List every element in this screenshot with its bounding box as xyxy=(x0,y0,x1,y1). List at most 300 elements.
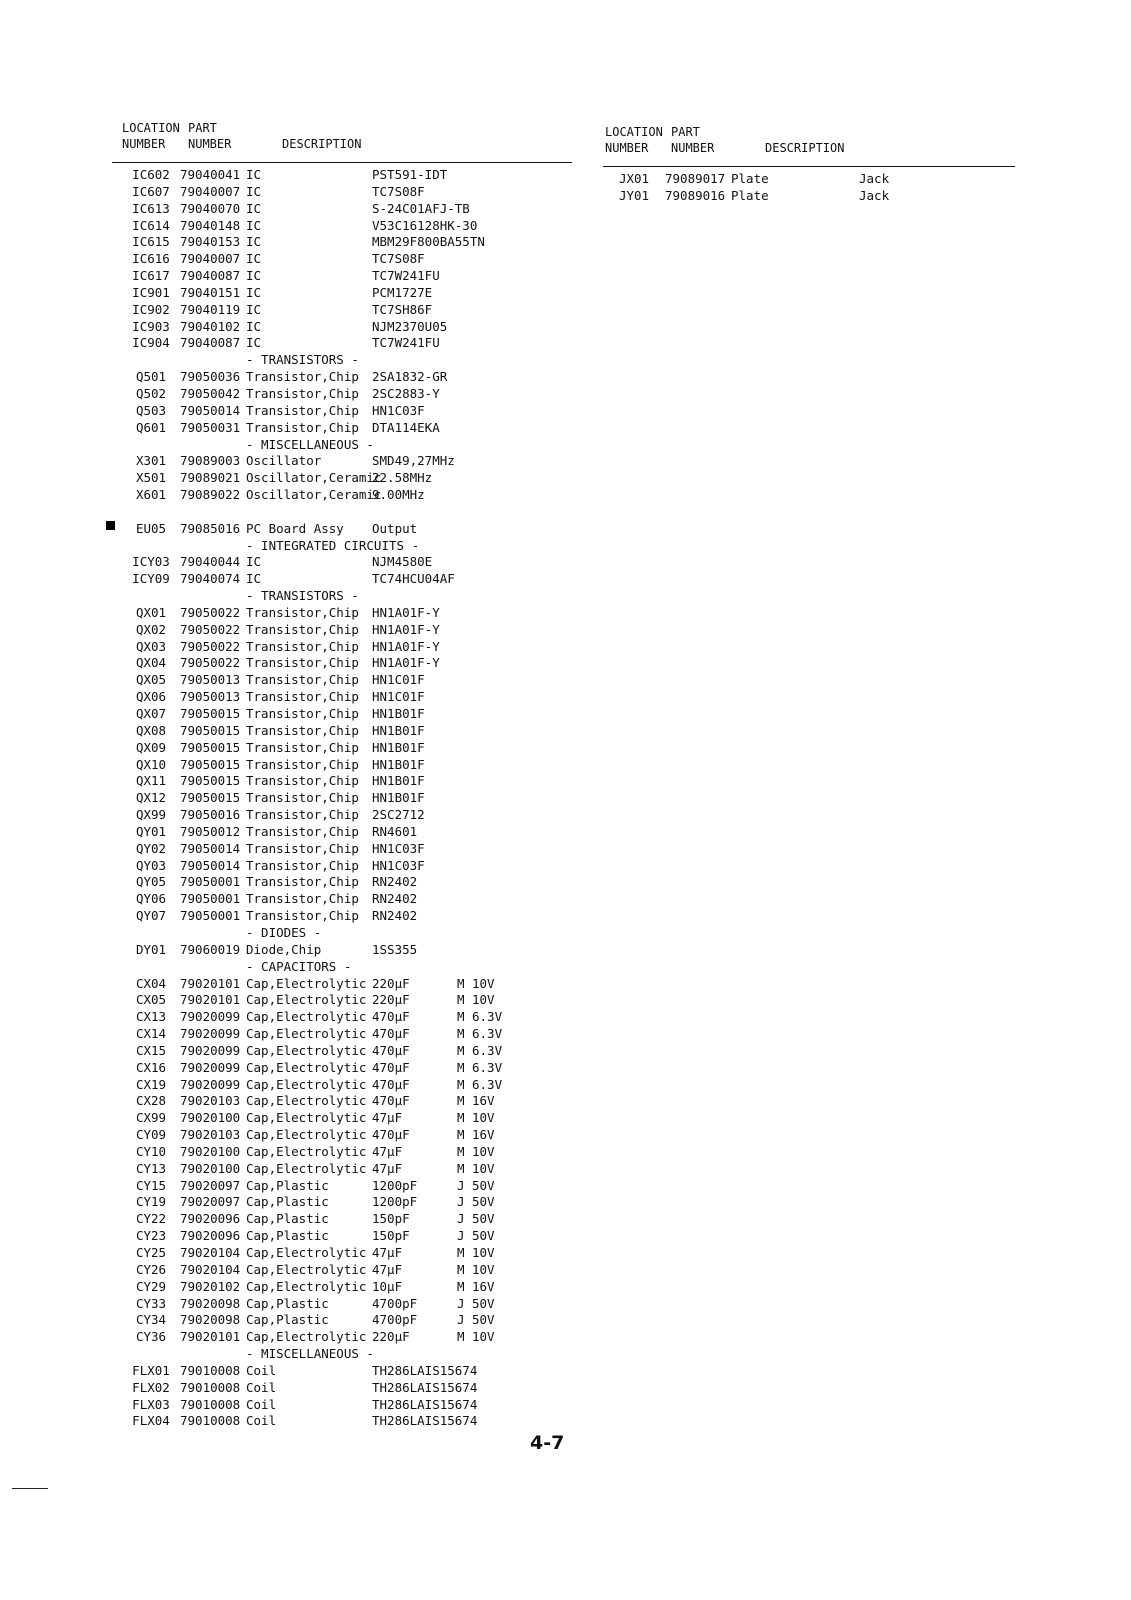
description: IC xyxy=(246,554,262,570)
location-number: QX07 xyxy=(135,706,167,721)
value: 4700pF xyxy=(372,1312,418,1328)
location-number: IC615 xyxy=(132,234,170,250)
section-label: - MISCELLANEOUS - xyxy=(246,1346,374,1362)
location-number: CX05 xyxy=(135,992,167,1008)
part-number: 79089022 xyxy=(180,487,241,503)
location-number: QY01 xyxy=(135,823,167,839)
page-number: 4-7 xyxy=(530,1432,565,1454)
header-rule xyxy=(112,162,572,163)
description: PC Board Assy xyxy=(246,520,344,536)
tolerance: M xyxy=(457,1076,465,1092)
value: 2SA1832-GR xyxy=(372,369,448,385)
part-number: 79020097 xyxy=(180,1177,241,1193)
value: NJM4580E xyxy=(372,554,433,570)
description: Cap,Electrolytic xyxy=(246,992,367,1008)
table-row xyxy=(112,1161,572,1178)
value: TC7W241FU xyxy=(372,335,440,351)
location-number: CY25 xyxy=(135,1245,167,1260)
table-row xyxy=(112,891,572,908)
value: TH286LAIS15674 xyxy=(372,1362,478,1378)
location-number: QX03 xyxy=(135,638,167,654)
value: 470μF xyxy=(372,1042,410,1058)
voltage: 10V xyxy=(472,1160,495,1176)
description: Cap,Electrolytic xyxy=(246,1261,367,1277)
value: 1200pF xyxy=(372,1177,418,1193)
tolerance: M xyxy=(457,1093,465,1109)
section-label: - TRANSISTORS - xyxy=(246,352,359,368)
section-heading xyxy=(112,437,572,454)
table-row xyxy=(112,1397,572,1414)
value: TH286LAIS15674 xyxy=(372,1379,478,1395)
tolerance: M xyxy=(457,1160,465,1176)
location-number: QX01 xyxy=(135,604,167,620)
location-number: CY15 xyxy=(135,1177,167,1193)
table-row xyxy=(112,1312,572,1329)
voltage: 6.3V xyxy=(472,1076,503,1092)
table-row xyxy=(112,1211,572,1228)
table-row xyxy=(112,1043,572,1060)
section-label: - DIODES - xyxy=(246,924,322,940)
table-row xyxy=(112,251,572,268)
table-row xyxy=(112,1127,572,1144)
description: Transistor,Chip xyxy=(246,739,359,755)
location-number: IC614 xyxy=(132,217,170,233)
description: Cap,Electrolytic xyxy=(246,1160,367,1176)
table-row xyxy=(112,639,572,656)
voltage: 10V xyxy=(472,992,495,1008)
voltage: 16V xyxy=(472,1278,495,1294)
table-row xyxy=(112,234,572,251)
value: NJM2370U05 xyxy=(372,318,448,334)
location-number: CY33 xyxy=(135,1295,167,1311)
description: Plate xyxy=(731,187,769,203)
table-row xyxy=(112,521,572,538)
part-number: 79050001 xyxy=(180,891,241,907)
tolerance: M xyxy=(457,1127,465,1143)
table-row xyxy=(112,403,572,420)
description: Coil xyxy=(246,1362,277,1378)
value: PCM1727E xyxy=(372,284,433,300)
value: HN1B01F xyxy=(372,739,425,755)
location-number: CY26 xyxy=(135,1261,167,1277)
location-number: QX10 xyxy=(135,756,167,772)
section-label: - CAPACITORS - xyxy=(246,958,352,974)
location-number: IC617 xyxy=(132,268,170,284)
part-number: 79050014 xyxy=(180,402,241,418)
description: Transistor,Chip xyxy=(246,604,359,620)
part-number: 79050014 xyxy=(180,857,241,873)
table-row xyxy=(112,672,572,689)
value: HN1C01F xyxy=(372,689,425,705)
table-row xyxy=(112,841,572,858)
value: 2SC2712 xyxy=(372,807,425,823)
value: 470μF xyxy=(372,1059,410,1075)
tolerance: M xyxy=(457,1026,465,1042)
location-number: QY07 xyxy=(135,908,167,924)
description: Diode,Chip xyxy=(246,941,322,957)
location-number: IC901 xyxy=(132,284,170,300)
table-row xyxy=(112,386,572,403)
description: Cap,Plastic xyxy=(246,1228,329,1244)
header-part-number: NUMBER xyxy=(671,141,715,155)
description: Cap,Electrolytic xyxy=(246,1076,367,1092)
location-number: CY09 xyxy=(135,1127,167,1143)
description: Cap,Electrolytic xyxy=(246,1009,367,1025)
table-row xyxy=(112,1009,572,1026)
location-number: X301 xyxy=(135,453,167,469)
table-row xyxy=(112,1077,572,1094)
part-number: 79050013 xyxy=(180,672,241,688)
description: Coil xyxy=(246,1413,277,1429)
location-number: CX16 xyxy=(135,1059,167,1075)
value: HN1A01F-Y xyxy=(372,621,440,637)
header-part: PART xyxy=(188,121,217,135)
table-row xyxy=(112,1026,572,1043)
table-row xyxy=(605,188,1025,205)
value: 470μF xyxy=(372,1026,410,1042)
voltage: 50V xyxy=(472,1312,495,1328)
description: Coil xyxy=(246,1396,277,1412)
part-number: 79089017 xyxy=(665,171,726,186)
tolerance: J xyxy=(457,1211,465,1227)
value: RN2402 xyxy=(372,891,418,907)
part-number: 79040102 xyxy=(180,318,241,334)
table-row xyxy=(112,976,572,993)
tolerance: J xyxy=(457,1295,465,1311)
voltage: 10V xyxy=(472,1245,495,1260)
location-number: ICY03 xyxy=(132,554,170,570)
value: PST591-IDT xyxy=(372,167,448,182)
voltage: 6.3V xyxy=(472,1026,503,1042)
location-number: Q502 xyxy=(135,385,167,401)
part-number: 79020099 xyxy=(180,1042,241,1058)
table-row xyxy=(112,369,572,386)
part-number: 79050015 xyxy=(180,773,241,789)
part-number: 79040041 xyxy=(180,167,241,182)
tolerance: M xyxy=(457,992,465,1008)
value: TC7S08F xyxy=(372,251,425,267)
value: 2SC2883-Y xyxy=(372,385,440,401)
location-number: QX05 xyxy=(135,672,167,688)
description: Transistor,Chip xyxy=(246,790,359,806)
table-row xyxy=(112,992,572,1009)
value: MBM29F800BA55TN xyxy=(372,234,485,250)
part-number: 79050015 xyxy=(180,706,241,721)
part-number: 79060019 xyxy=(180,941,241,957)
assembly-marker-icon xyxy=(106,521,115,530)
table-row xyxy=(112,605,572,622)
table-row xyxy=(112,420,572,437)
value: HN1B01F xyxy=(372,706,425,721)
voltage: 10V xyxy=(472,1329,495,1345)
description: IC xyxy=(246,268,262,284)
voltage: 10V xyxy=(472,1110,495,1126)
table-row xyxy=(112,554,572,571)
value: SMD49,27MHz xyxy=(372,453,455,469)
description: Transistor,Chip xyxy=(246,655,359,671)
location-number: QX08 xyxy=(135,722,167,738)
table-row xyxy=(112,487,572,504)
description: Cap,Electrolytic xyxy=(246,1329,367,1345)
part-number: 79050015 xyxy=(180,739,241,755)
description: IC xyxy=(246,234,262,250)
header-rule xyxy=(603,166,1015,167)
table-row xyxy=(112,184,572,201)
table-row xyxy=(112,453,572,470)
table-row xyxy=(112,218,572,235)
table-row xyxy=(112,1093,572,1110)
value: 150pF xyxy=(372,1228,410,1244)
table-row xyxy=(112,268,572,285)
value: Output xyxy=(372,520,418,536)
part-number: 79020100 xyxy=(180,1160,241,1176)
part-number: 79010008 xyxy=(180,1362,241,1378)
header-part-number: NUMBER xyxy=(188,137,232,151)
part-number: 79020100 xyxy=(180,1143,241,1159)
table-row xyxy=(112,1262,572,1279)
section-heading xyxy=(112,925,572,942)
description: Cap,Electrolytic xyxy=(246,1110,367,1126)
value: 47μF xyxy=(372,1261,403,1277)
part-number: 79050014 xyxy=(180,840,241,856)
description: IC xyxy=(246,200,262,216)
table-row xyxy=(112,167,572,184)
value: HN1C03F xyxy=(372,402,425,418)
part-number: 79020104 xyxy=(180,1261,241,1277)
value: HN1B01F xyxy=(372,790,425,806)
value: HN1A01F-Y xyxy=(372,655,440,671)
tolerance: M xyxy=(457,1245,465,1260)
tolerance: M xyxy=(457,1261,465,1277)
table-row xyxy=(112,1329,572,1346)
value: TC7SH86F xyxy=(372,301,433,317)
part-number: 79050015 xyxy=(180,790,241,806)
location-number: FLX02 xyxy=(132,1379,170,1395)
value: HN1B01F xyxy=(372,722,425,738)
table-row xyxy=(112,319,572,336)
table-row xyxy=(112,858,572,875)
location-number: JX01 xyxy=(618,171,650,186)
location-number: Q601 xyxy=(135,419,167,435)
description: Transistor,Chip xyxy=(246,840,359,856)
value: Jack xyxy=(859,187,890,203)
table-row xyxy=(112,201,572,218)
margin-mark xyxy=(12,1488,48,1489)
value: 9.00MHz xyxy=(372,487,425,503)
table-row xyxy=(112,1296,572,1313)
description: Oscillator xyxy=(246,453,322,469)
description: Transistor,Chip xyxy=(246,706,359,721)
description: IC xyxy=(246,217,262,233)
description: Cap,Plastic xyxy=(246,1177,329,1193)
table-row xyxy=(605,171,1025,188)
tolerance: M xyxy=(457,1110,465,1126)
description: Cap,Electrolytic xyxy=(246,975,367,991)
location-number: IC602 xyxy=(132,167,170,182)
part-number: 79020099 xyxy=(180,1059,241,1075)
table-row xyxy=(112,1144,572,1161)
table-row xyxy=(112,706,572,723)
tolerance: M xyxy=(457,1059,465,1075)
location-number: QX04 xyxy=(135,655,167,671)
part-number: 79050022 xyxy=(180,621,241,637)
section-heading xyxy=(112,959,572,976)
voltage: 50V xyxy=(472,1194,495,1210)
part-number: 79050031 xyxy=(180,419,241,435)
value: HN1A01F-Y xyxy=(372,638,440,654)
location-number: IC903 xyxy=(132,318,170,334)
part-number: 79020103 xyxy=(180,1127,241,1143)
description: Cap,Plastic xyxy=(246,1312,329,1328)
description: Transistor,Chip xyxy=(246,908,359,924)
table-row xyxy=(112,942,572,959)
part-number: 79050022 xyxy=(180,604,241,620)
location-number: QY05 xyxy=(135,874,167,890)
section-label: - TRANSISTORS - xyxy=(246,588,359,604)
table-row xyxy=(112,302,572,319)
description: Transistor,Chip xyxy=(246,891,359,907)
location-number: IC902 xyxy=(132,301,170,317)
part-number: 79050022 xyxy=(180,655,241,671)
location-number: QY02 xyxy=(135,840,167,856)
location-number: FLX03 xyxy=(132,1396,170,1412)
part-number: 79020097 xyxy=(180,1194,241,1210)
table-row xyxy=(112,1178,572,1195)
part-number: 79050012 xyxy=(180,823,241,839)
tolerance: J xyxy=(457,1194,465,1210)
value: 470μF xyxy=(372,1127,410,1143)
voltage: 50V xyxy=(472,1177,495,1193)
part-number: 79020101 xyxy=(180,975,241,991)
table-row xyxy=(112,689,572,706)
part-number: 79020098 xyxy=(180,1312,241,1328)
table-header xyxy=(605,124,1025,166)
header-description: DESCRIPTION xyxy=(282,137,362,151)
location-number: CX15 xyxy=(135,1042,167,1058)
voltage: 6.3V xyxy=(472,1042,503,1058)
location-number: CX28 xyxy=(135,1093,167,1109)
header-part: PART xyxy=(671,125,700,139)
value: TC74HCU04AF xyxy=(372,571,455,587)
header-description: DESCRIPTION xyxy=(765,141,845,155)
section-heading xyxy=(112,538,572,555)
location-number: X501 xyxy=(135,470,167,486)
part-number: 79089003 xyxy=(180,453,241,469)
value: 470μF xyxy=(372,1009,410,1025)
section-heading xyxy=(112,1346,572,1363)
value: 47μF xyxy=(372,1110,403,1126)
description: Coil xyxy=(246,1379,277,1395)
description: IC xyxy=(246,301,262,317)
part-number: 79010008 xyxy=(180,1413,241,1429)
voltage: 10V xyxy=(472,1261,495,1277)
tolerance: M xyxy=(457,1329,465,1345)
value: 22.58MHz xyxy=(372,470,433,486)
part-number: 79050015 xyxy=(180,756,241,772)
location-number: CY29 xyxy=(135,1278,167,1294)
description: Transistor,Chip xyxy=(246,672,359,688)
table-row xyxy=(112,740,572,757)
value: HN1A01F-Y xyxy=(372,604,440,620)
description: Transistor,Chip xyxy=(246,369,359,385)
location-number: JY01 xyxy=(618,187,650,203)
table-row xyxy=(112,1228,572,1245)
description: IC xyxy=(246,167,262,182)
value: 1200pF xyxy=(372,1194,418,1210)
part-number: 79020103 xyxy=(180,1093,241,1109)
part-number: 79040007 xyxy=(180,183,241,199)
location-number: FLX01 xyxy=(132,1362,170,1378)
header-location: LOCATION xyxy=(605,125,663,139)
value: RN4601 xyxy=(372,823,418,839)
location-number: IC613 xyxy=(132,200,170,216)
location-number: Q501 xyxy=(135,369,167,385)
value: TH286LAIS15674 xyxy=(372,1413,478,1429)
location-number: EU05 xyxy=(135,520,167,536)
part-number: 79085016 xyxy=(180,520,241,536)
table-row xyxy=(112,655,572,672)
description: IC xyxy=(246,251,262,267)
description: IC xyxy=(246,183,262,199)
value: 10μF xyxy=(372,1278,403,1294)
value: 47μF xyxy=(372,1160,403,1176)
part-number: 79020096 xyxy=(180,1228,241,1244)
description: Cap,Plastic xyxy=(246,1295,329,1311)
voltage: 10V xyxy=(472,975,495,991)
tolerance: M xyxy=(457,1009,465,1025)
value: 220μF xyxy=(372,975,410,991)
location-number: IC607 xyxy=(132,183,170,199)
part-number: 79050001 xyxy=(180,908,241,924)
part-number: 79010008 xyxy=(180,1379,241,1395)
part-number: 79020099 xyxy=(180,1009,241,1025)
location-number: CX04 xyxy=(135,975,167,991)
location-number: CY34 xyxy=(135,1312,167,1328)
header-location: LOCATION xyxy=(122,121,180,135)
table-row xyxy=(112,571,572,588)
table-row xyxy=(112,335,572,352)
description: IC xyxy=(246,318,262,334)
part-number: 79040007 xyxy=(180,251,241,267)
voltage: 50V xyxy=(472,1295,495,1311)
description: IC xyxy=(246,571,262,587)
description: Transistor,Chip xyxy=(246,385,359,401)
location-number: QY03 xyxy=(135,857,167,873)
value: TC7S08F xyxy=(372,183,425,199)
value: V53C16128HK-30 xyxy=(372,217,478,233)
table-row xyxy=(112,908,572,925)
description: Transistor,Chip xyxy=(246,874,359,890)
value: 1SS355 xyxy=(372,941,418,957)
description: Cap,Plastic xyxy=(246,1211,329,1227)
part-number: 79020102 xyxy=(180,1278,241,1294)
value: Jack xyxy=(859,171,890,186)
location-number: DY01 xyxy=(135,941,167,957)
description: Transistor,Chip xyxy=(246,722,359,738)
part-number: 79089016 xyxy=(665,187,726,203)
header-location-number: NUMBER xyxy=(122,137,166,151)
value: 470μF xyxy=(372,1093,410,1109)
part-number: 79010008 xyxy=(180,1396,241,1412)
location-number: CY13 xyxy=(135,1160,167,1176)
description: IC xyxy=(246,284,262,300)
description: Transistor,Chip xyxy=(246,402,359,418)
value: RN2402 xyxy=(372,908,418,924)
value: 4700pF xyxy=(372,1295,418,1311)
table-row xyxy=(112,874,572,891)
value: TC7W241FU xyxy=(372,268,440,284)
tolerance: M xyxy=(457,1278,465,1294)
